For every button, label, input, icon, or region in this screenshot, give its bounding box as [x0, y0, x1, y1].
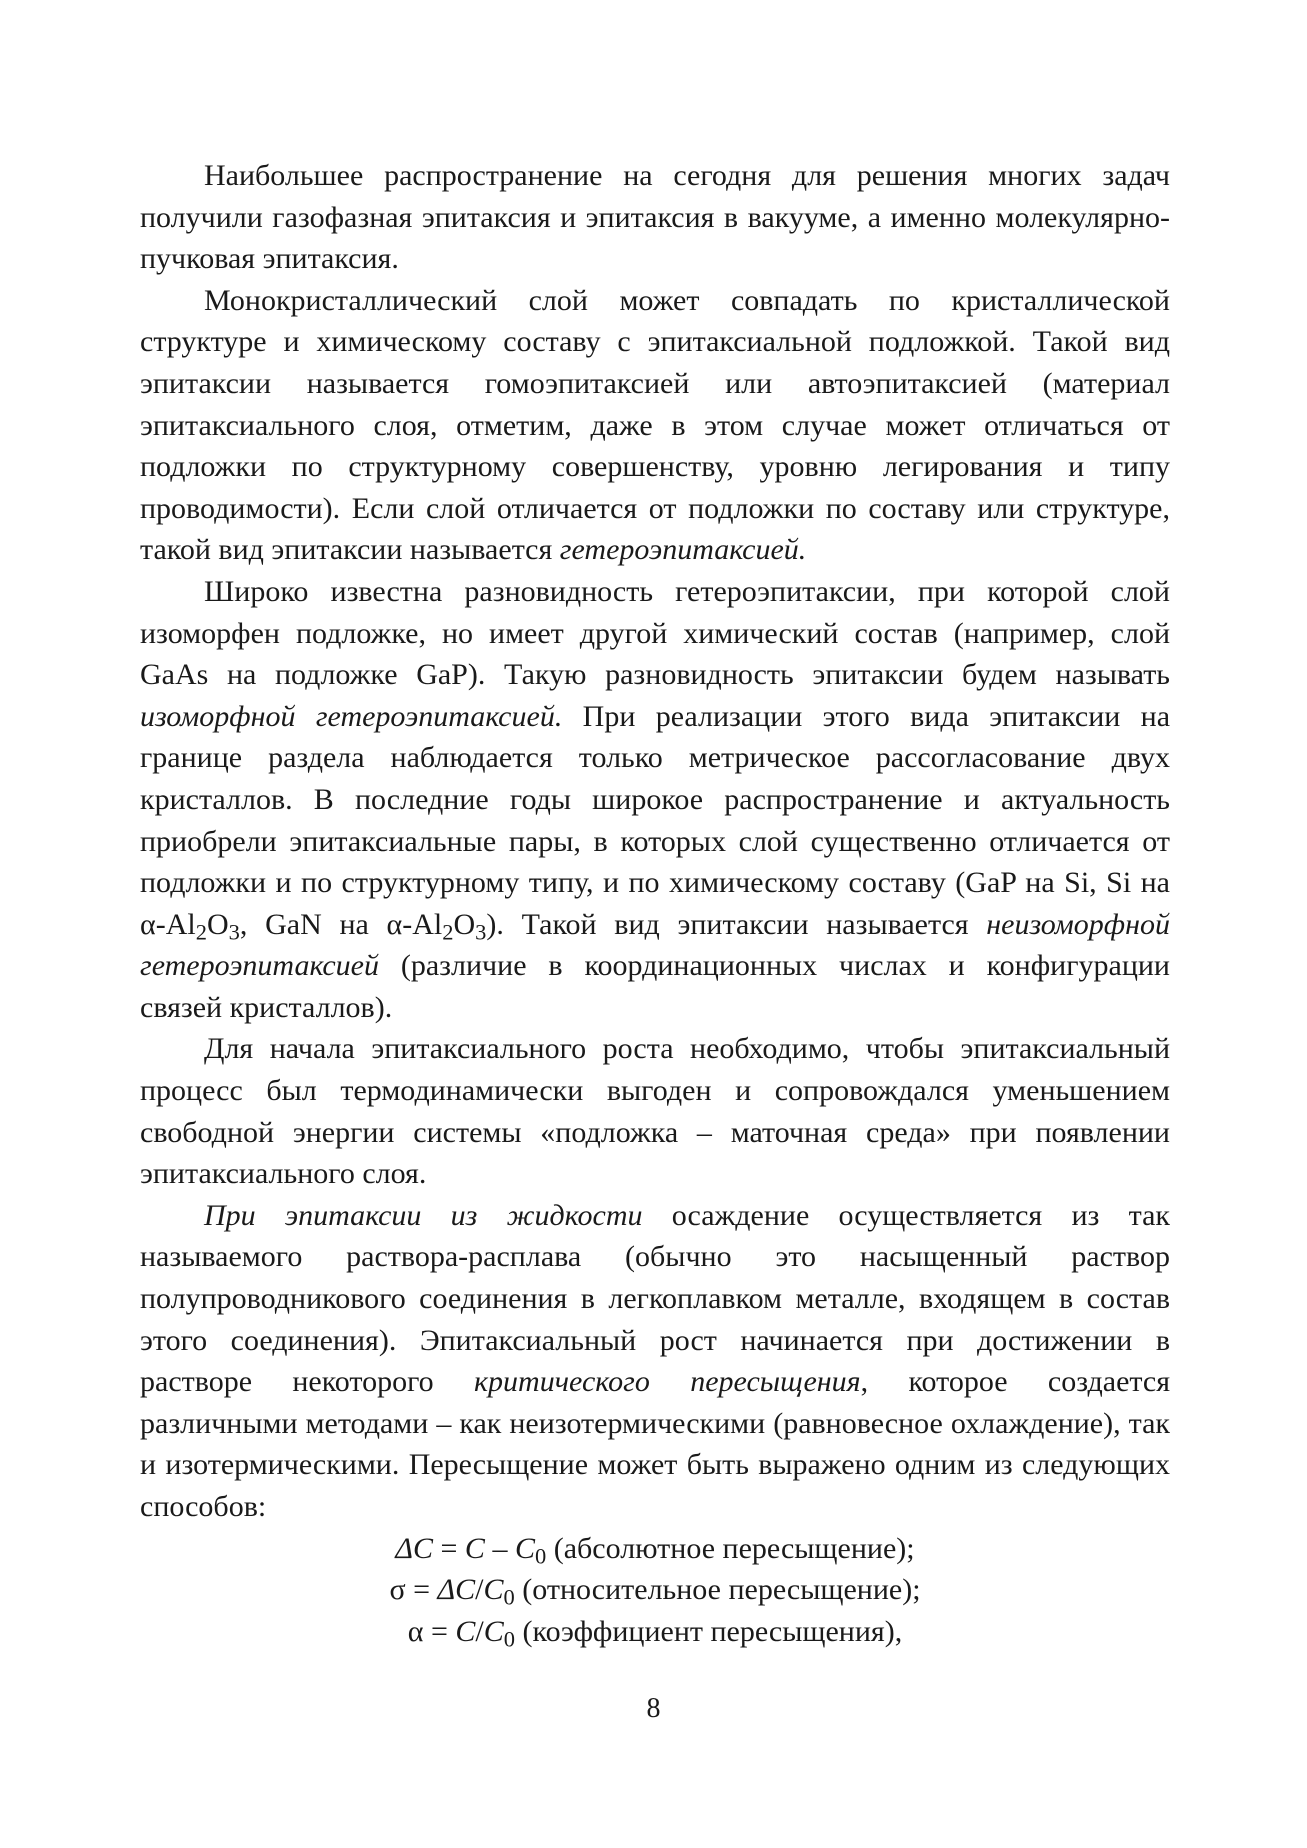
paragraph-3-text-f: ). Такой вид эпитаксии называется: [486, 907, 987, 941]
formula-symbol: C: [483, 1614, 504, 1648]
paragraph-2: [140, 280, 1170, 571]
term-non-isomorphic-heteroepitaxy: неизоморфной гетероэпитаксией: [140, 907, 1170, 983]
subscript: 0: [503, 1626, 516, 1652]
formula-symbol: C: [514, 1531, 535, 1565]
formula-operator: =: [433, 1531, 465, 1565]
subscript: 0: [534, 1543, 547, 1569]
term-critical-supersaturation: критического пересыщения: [474, 1365, 861, 1399]
formula-supersaturation-coefficient: [140, 1611, 1170, 1653]
term-isomorphic-heteroepitaxy: изоморфной гетероэпитаксией.: [140, 699, 563, 733]
paragraph-3-text-c: O: [206, 907, 229, 941]
paragraph-3-text-d: , GaN на α-Al: [239, 907, 443, 941]
paragraph-4: [140, 1028, 1170, 1194]
paragraph-4-text: Для начала эпитаксиального роста необходимо, чтобы эпитаксиальный процесс был термодинамически выгоден и сопровождался уменьшением свободной энергии системы «подложка – маточная среда» при появлении эпитаксиального слоя.: [140, 1032, 1170, 1191]
paragraph-3-text-a: Широко известна разновидность гетероэпитаксии, при которой слой изоморфен подложке, но имеет другой химический состав (например, слой GaAs на подложке GaP). Такую разновидность эпитаксии будем называть: [140, 574, 1170, 692]
formula-symbol: C: [455, 1614, 476, 1648]
formula-symbol: C: [464, 1531, 485, 1565]
formula-symbol: σ =: [389, 1573, 438, 1607]
paragraph-3-text-b: При реализации этого вида эпитаксии на границе раздела наблюдается только метрическое рассогласование двух кристаллов. В последние годы широкое распространение и актуальность приобрели эпитаксиальные пары, в которых слой существенно отличается от подложки и по структурному типу, и по химическому составу (GaP на Si, Si на α-Al: [140, 699, 1171, 941]
formula-operator: –: [484, 1531, 515, 1565]
paragraph-5-text-a: осаждение осуществляется из так называемого раствора-расплава (обычно это насыщенный раствор полупроводникового соединения в легкоплавком металле, входящем в состав этого соединения). Эпитаксиальный рост начинается при достижении в растворе некоторого: [140, 1198, 1170, 1399]
subscript: 3: [475, 919, 487, 945]
paragraph-5-text-b: , которое создается различными методами – как неизотермическими (равновесное охлаждение), так и изотермическими. Пересыщение может быть выражено одним из следующих способов:: [140, 1365, 1170, 1523]
formula-operator: /: [475, 1573, 484, 1607]
formula-note: (относительное пересыщение);: [514, 1573, 921, 1607]
formula-symbol: C: [483, 1573, 504, 1607]
subscript: 0: [503, 1584, 515, 1610]
subscript: 2: [442, 919, 454, 945]
formula-operator: /: [475, 1614, 484, 1648]
page-number: 8: [646, 1693, 661, 1724]
subscript: 3: [228, 919, 240, 945]
paragraph-2-text: Монокристаллический слой может совпадать по кристаллической структуре и химическому составу с эпитаксиальной подложкой. Такой вид эпитаксии называется гомоэпитаксией или автоэпитаксией (материал эпитаксиального слоя, отметим, даже в этом случае может отличаться от подложки по структурному совершенству, уровню легирования и типу проводимости). Если слой отличается от подложки по составу или структуре, такой вид эпитаксии называется: [140, 283, 1170, 567]
paragraph-1-text: Наибольшее распространение на сегодня для решения многих задач получили газофазная эпитаксия и эпитаксия в вакууме, а именно молекулярно-пучковая эпитаксия.: [140, 159, 1170, 276]
paragraph-3-text-e: O: [453, 907, 476, 941]
paragraph-3-text-g: (различие в координационных числах и конфигурации связей кристаллов).: [140, 949, 1170, 1024]
formula-absolute-supersaturation: [140, 1528, 1170, 1570]
formula-symbol: ΔC: [437, 1573, 476, 1607]
term-heteroepitaxy: гетероэпитаксией.: [559, 533, 807, 567]
formula-symbol: ΔC: [395, 1531, 433, 1565]
paragraph-5: [140, 1195, 1170, 1528]
term-liquid-epitaxy: При эпитаксии из жидкости: [204, 1198, 643, 1232]
page-body: [140, 155, 1170, 1652]
formula-symbol: α =: [407, 1614, 456, 1648]
paragraph-3: [140, 571, 1170, 1029]
formula-note: (коэффициент пересыщения),: [515, 1614, 903, 1648]
subscript: 2: [195, 919, 207, 945]
formula-note: (абсолютное пересыщение);: [546, 1531, 915, 1565]
formula-relative-supersaturation: [140, 1569, 1170, 1611]
paragraph-1: [140, 155, 1170, 280]
